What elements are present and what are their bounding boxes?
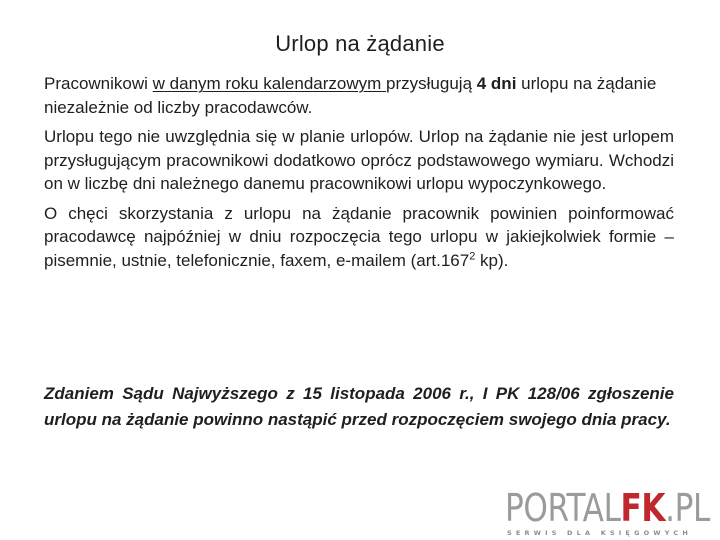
supreme-court-quote: Zdaniem Sądu Najwyższego z 15 listopada 2006 r., I PK 128/06 zgłoszenie urlopu na żądanie powinno nastąpić przed rozpoczęciem swojego dnia pracy.: [44, 384, 674, 429]
portalfk-logo: [505, 488, 710, 540]
logo-tagline: SERWIS DLA KSIĘGOWYCH: [507, 529, 692, 537]
days-count-bold: 4 dni: [476, 74, 517, 93]
logo-word-pl: PL: [674, 486, 710, 530]
paragraph-notification-part1: O chęci skorzystania z urlopu na żądanie pracownik powinien poinformować pracodawcę najpóźniej w dniu rozpoczęcia tego urlopu w jakiejkolwiek formie – pisemnie, ustnie, telefonicznie, faxem, e-mailem (art.167: [44, 203, 674, 270]
slide-title: Urlop na żądanie: [275, 31, 445, 56]
article-superscript: 2: [469, 249, 476, 262]
paragraph-entitlement-part2: przysługują: [386, 74, 477, 93]
logo-word-portal: PORTAL: [505, 486, 621, 530]
body-text: [44, 72, 674, 278]
logo-word-fk: FK: [620, 486, 666, 530]
paragraph-planning: Urlopu tego nie uwzględnia się w planie urlopów. Urlop na żądanie nie jest urlopem przysługującym pracownikowi dodatkowo oprócz podstawowego wymiaru. Wchodzi on w liczbę dni należnego danemu pracownikowi urlopu wypoczynkowego.: [44, 127, 674, 193]
paragraph-entitlement: [44, 72, 674, 119]
logo-wordmark: [505, 488, 710, 528]
calendar-year-underlined: w danym roku kalendarzowym: [152, 74, 387, 93]
paragraph-notification-part2: kp).: [475, 250, 509, 270]
paragraph-notification: [44, 202, 674, 273]
paragraph-entitlement-part1: Pracownikowi: [44, 74, 153, 93]
paragraph-entitlement-part3: urlopu na żądanie niezależnie od liczby pracodawców.: [44, 74, 657, 117]
logo-dot: .: [665, 486, 675, 530]
